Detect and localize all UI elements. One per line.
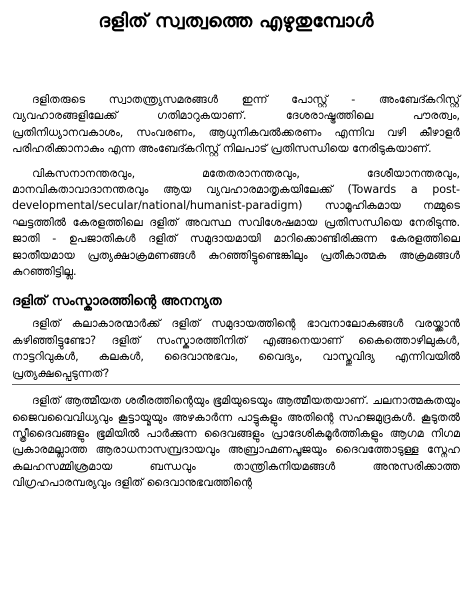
paragraph-1: ദളിതരുടെ സ്വാതന്ത്ര്യസമരങ്ങൾ ഇന്ന് പോസ്റ്റ് - അംബേദ്കറിസ്റ്റ് വ്യവഹാരങ്ങളിലേക്ക് ഗതിമാറുകയാണ്. ദേശരാഷ്ട്രത്തിലെ പൗരത്വം, പ്രതിനിധ്യാനവകാശം, സംവരണം, ആധുനികവൽക്കരണം എന്നിവ വഴി കീഴാളർ പരിഹരിക്കാനാകും എന്ന അംബേദ്കറിസ്റ്റ് നിലപാട് പ്രതിസന്ധിയെ നേരിടുകയാണ്.	[12, 93, 460, 156]
section-paragraph-1: ദളിത് കലാകാരന്മാർക്ക് ദളിത് സമുദായത്തിന്റെ ഭാവനാലോകങ്ങൾ വരയ്ക്കാൻ കഴിഞ്ഞിട്ടുണ്ടോ? ദളിത് സംസ്കാരത്തിനിത് എങ്ങനെയാണ് കൈത്തൊഴിലുകൾ, നാട്ടറിവുകൾ, കലകൾ, ദൈവാനുഭവം, വൈദ്യം, വാസ്തുവിദ്യ എന്നിവയിൽ പ്രത്യക്ഷപ്പെടുന്നത്?	[12, 317, 460, 380]
page-title: ദളിത് സ്വത്വത്തെ എഴുതുമ്പോൾ	[98, 10, 374, 32]
section-heading: ദളിത് സംസ്കാരത്തിന്റെ അനന്യത	[12, 293, 222, 310]
section-paragraph-2: ദളിത് ആത്മീയത ശരീരത്തിന്റെയും ഭൂമിയുടെയും ആത്മീയതയാണ്. ചലനാത്മകതയും ജൈവവൈവിധ്യവും കൂട്ടായ്മയും അഴകാർന്ന പാട്ടുകളും അതിന്റെ സഹജമുദ്രകൾ. കൂടുതൽ സ്ത്രീദൈവങ്ങളും ഭൂമിയിൽ പാർക്കുന്ന ദൈവങ്ങളും പ്രാദേശികമൂർത്തികളും ആഗമ നിഗമ പ്രകാരമല്ലാത്ത ആരാധനാസമ്പ്രദായവും അബ്രാഹ്മണപൂജയും ദൈവത്തോടുള്ള സ്നേഹ കലഹസമ്മിശ്രമായ ബന്ധവും താന്ത്രികനിയമങ്ങൾ അനുസരിക്കാത്ത വിഗ്രഹപാരമ്പര്യവും ദളിത് ദൈവാനുഭവത്തിന്റെ	[12, 394, 460, 490]
paragraph-divider	[12, 384, 460, 385]
paragraph-2: വികസനാനന്തരവും, മതേതരാനന്തരവും, ദേശീയാനന്തരവും, മാനവികതാവാദാനന്തരവും ആയ വ്യവഹാരമാതൃകയിലേക്ക് (Towards a post-developmental/secular/national/humanist-paradigm) സാമൂഹികമായ നമ്മുടെ ഘട്ടത്തിൽ കേരളത്തിലെ ദളിത് അവസ്ഥ സവിശേഷമായ പ്രതിസന്ധിയെ നേരിടുന്നു. ജാതി - ഉപജാതികൾ ദളിത് സമുദായമായി മാറിക്കൊണ്ടിരിക്കുന്ന കേരളത്തിലെ ജാതീയമായ പ്രത്യക്ഷാക്രമണങ്ങൾ കുറഞ്ഞിട്ടുണ്ടെങ്കിലും പ്രതീകാത്മക അക്രമങ്ങൾ കുറഞ്ഞിട്ടില്ല.	[12, 166, 460, 279]
